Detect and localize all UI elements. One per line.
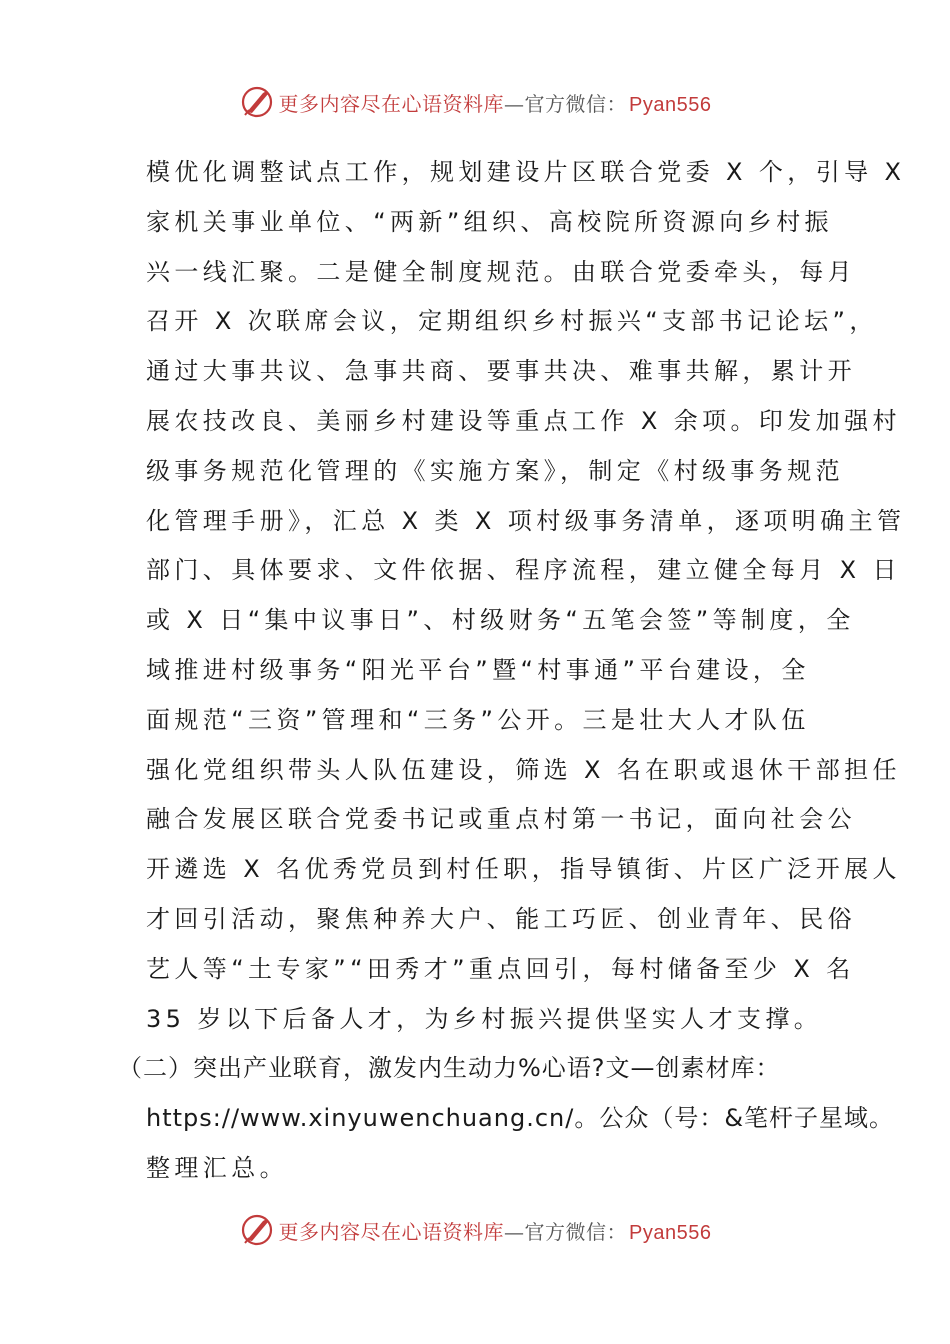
paragraph-line: 域推进村级事务“阳光平台”暨“村事通”平台建设，全 xyxy=(146,655,810,684)
paragraph-line: 开遴选 X 名优秀党员到村任职，指导镇街、片区广泛开展人 xyxy=(146,855,901,884)
paragraph-line: 兴一线汇聚。二是健全制度规范。由联合党委牵头，每月 xyxy=(146,257,856,286)
paragraph-line: 展农技改良、美丽乡村建设等重点工作 X 余项。印发加强村 xyxy=(146,406,901,435)
paragraph-line: 35 岁以下后备人才，为乡村振兴提供坚实人才支撑。 xyxy=(146,1004,823,1033)
paragraph-line: 面规范“三资”管理和“三务”公开。三是壮大人才队伍 xyxy=(146,705,810,734)
banner-text: 更多内容尽在心语资料库 xyxy=(278,1219,505,1244)
banner-separator: — xyxy=(504,1219,525,1244)
banner-wechat-id: Pyan556 xyxy=(629,1221,712,1244)
paragraph-line: 通过大事共议、急事共商、要事共决、难事共解，累计开 xyxy=(146,357,856,386)
paragraph-line: 化管理手册》，汇总 X 类 X 项村级事务清单，逐项明确主管 xyxy=(146,506,906,535)
paragraph-line: 级事务规范化管理的《实施方案》，制定《村级事务规范 xyxy=(146,456,844,485)
url-line: https://www.xinyuwenchuang.cn/。公众（号：&笔杆子星域。 xyxy=(146,1104,895,1133)
banner-wechat-id: Pyan556 xyxy=(629,93,712,116)
paragraph-line: 艺人等“土专家”“田秀才”重点回引，每村储备至少 X 名 xyxy=(146,954,855,983)
section-heading: （二）突出产业联育，激发内生动力%心语?文—创素材库： xyxy=(118,1054,781,1083)
paragraph-line: 融合发展区联合党委书记或重点村第一书记，面向社会公 xyxy=(146,805,856,834)
paragraph-line: 才回引活动，聚焦种养大户、能工巧匠、创业青年、民俗 xyxy=(146,904,856,933)
paragraph-line: 召开 X 次联席会议，定期组织乡村振兴“支部书记论坛”， xyxy=(146,307,878,336)
paragraph-line: 部门、具体要求、文件依据、程序流程，建立健全每月 X 日 xyxy=(146,556,901,585)
banner-text: 更多内容尽在心语资料库 xyxy=(278,91,505,116)
footer-watermark-banner xyxy=(0,1210,950,1250)
paragraph-line: 或 X 日“集中议事日”、村级财务“五笔会签”等制度，全 xyxy=(146,606,855,635)
quill-logo-icon xyxy=(239,1212,275,1248)
closing-line: 整理汇总。 xyxy=(146,1153,288,1182)
banner-official-label: 官方微信： xyxy=(524,91,628,116)
banner-official-label: 官方微信： xyxy=(524,1219,628,1244)
paragraph-line: 强化党组织带头人队伍建设，筛选 X 名在职或退休干部担任 xyxy=(146,755,901,784)
header-watermark-banner xyxy=(0,82,950,122)
quill-logo-icon xyxy=(239,84,275,120)
document-body xyxy=(118,148,906,1194)
paragraph-line: 模优化调整试点工作，规划建设片区联合党委 X 个，引导 X xyxy=(146,158,906,186)
banner-separator: — xyxy=(504,91,525,116)
paragraph-line: 家机关事业单位、“两新”组织、高校院所资源向乡村振 xyxy=(146,207,833,236)
